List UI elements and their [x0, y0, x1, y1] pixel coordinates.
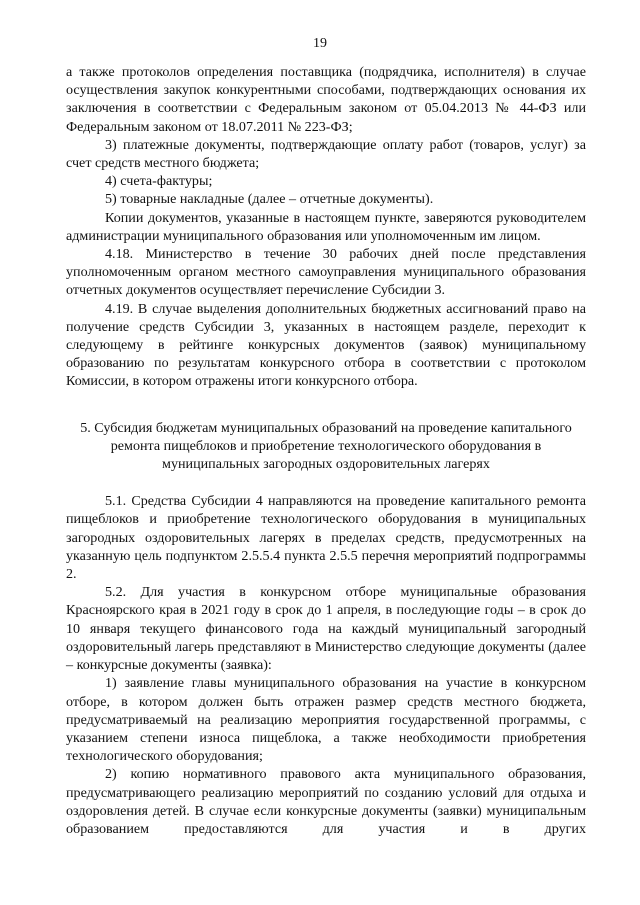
paragraph: 4.18. Министерство в течение 30 рабочих дней после представления уполномоченным органом местного самоуправления муниципального образования отчетных документов осуществляет перечисление Субсидии 3. [66, 246, 586, 299]
paragraph: 5) товарные накладные (далее – отчетные документы). [105, 191, 434, 208]
paragraph: 5.2. Для участия в конкурсном отборе муниципальные образования Красноярского края в 2021 году в срок до 1 апреля, в последующие годы – в срок до 10 января текущего финансового года на каждый муниципальный загородный оздоровительный лагерь представляют в Министерство следующие документы (далее – конкурсные документы (заявка): [66, 584, 586, 674]
paragraph: а также протоколов определения поставщика (подрядчика, исполнителя) в случае осуществления закупок конкурентными способами, подтверждающих основания их заключения в соответствии с Федеральным законом от 05.04.2013 № 44-ФЗ или Федеральным законом от 18.07.2011 № 223-ФЗ; [66, 64, 586, 135]
paragraph: 5.1. Средства Субсидии 4 направляются на проведение капитального ремонта пищеблоков и приобретение технологического оборудования в муниципальных загородных оздоровительных лагерях в пределах средств, предусмотренных на указанную цель подпунктом 2.5.5.4 пункта 2.5.5 перечня мероприятий подпрограммы 2. [66, 493, 586, 583]
paragraph: Копии документов, указанные в настоящем пункте, заверяются руководителем администрации муниципального образования или уполномоченным им лицом. [66, 209, 586, 244]
section-heading: 5. Субсидия бюджетам муниципальных образований на проведение капитального ремонта пищеблоков и приобретение технологического оборудования в муниципальных загородных оздоровительных лагерях [80, 419, 572, 473]
paragraph: 1) заявление главы муниципального образования на участие в конкурсном отборе, в котором должен быть отражен размер средств местного бюджета, предусматриваемый на реализацию мероприятия государственной программы, с указанием степени износа пищеблока, а также необходимости приобретения технологического оборудования; [66, 675, 586, 765]
paragraph: 4.19. В случае выделения дополнительных бюджетных ассигнований право на получение средств Субсидии 3, указанных в настоящем разделе, переходит к следующему в рейтинге конкурсных документов (заявок) муниципальному образованию по результатам конкурсного отбора в соответствии с протоколом Комиссии, в котором отражены итоги конкурсного отбора. [66, 300, 586, 390]
paragraph: 3) платежные документы, подтверждающие оплату работ (товаров, услуг) за счет средств местного бюджета; [66, 136, 586, 172]
paragraph: 2) копию нормативного правового акта муниципального образования, предусматривающего реализацию мероприятий по созданию условий для отдыха и оздоровления детей. В случае если конкурсные документы (заявки) муниципальным образованием предоставляются для участия и в других [66, 766, 586, 837]
paragraph: 4) счета-фактуры; [105, 173, 213, 190]
document-body [66, 63, 586, 838]
page-number: 19 [313, 36, 327, 51]
